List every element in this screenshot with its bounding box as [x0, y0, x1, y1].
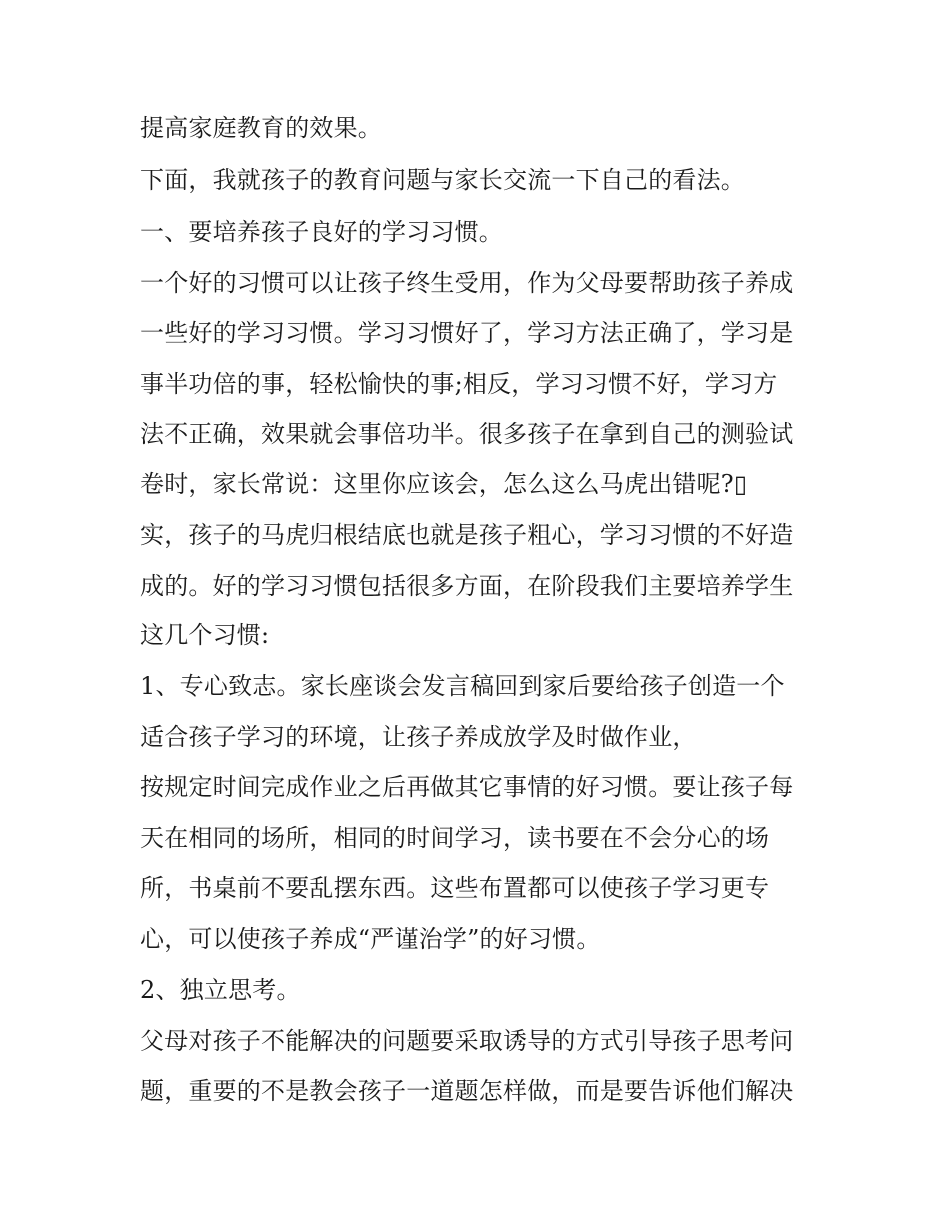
text-line: 一些好的学习习惯。学习习惯好了，学习方法正确了，学习是 [140, 319, 794, 347]
list-item-heading: 1、专心致志。家长座谈会发言稿回到家后要给孩子创造一个 [140, 672, 785, 700]
text-line: 天在相同的场所，相同的时间学习，读书要在不会分心的场 [140, 824, 770, 852]
section-heading: 一、要培养孩子良好的学习习惯。 [140, 218, 503, 246]
text-line: 心，可以使孩子养成“严谨治学”的好习惯。 [140, 925, 601, 953]
text-line: 适合孩子学习的环境，让孩子养成放学及时做作业， [140, 723, 697, 751]
text-line: 这几个习惯: [140, 621, 270, 649]
text-line: 实，孩子的马虎归根结底也就是孩子粗心，学习习惯的不好造 [140, 521, 794, 549]
text-line: 父母对孩子不能解决的问题要采取诱导的方式引导孩子思考问 [140, 1027, 794, 1055]
text-line: 法不正确，效果就会事倍功半。很多孩子在拿到自己的测验试 [140, 420, 794, 448]
text-line: 题，重要的不是教会孩子一道题怎样做，而是要告诉他们解决 [140, 1077, 794, 1105]
text-line: 一个好的习惯可以让孩子终生受用，作为父母要帮助孩子养成 [140, 269, 794, 297]
text-line: 事半功倍的事，轻松愉快的事;相反，学习习惯不好，学习方 [140, 370, 778, 398]
text-line: 卷时，家长常说：这里你应该会，怎么这么马虎出错呢?▯ [140, 470, 748, 498]
text-line: 所，书桌前不要乱摆东西。这些布置都可以使孩子学习更专 [140, 874, 770, 902]
text-line: 提高家庭教育的效果。 [140, 114, 382, 142]
text-line: 下面，我就孩子的教育问题与家长交流一下自己的看法。 [140, 166, 745, 194]
text-line: 成的。好的学习习惯包括很多方面，在阶段我们主要培养学生 [140, 572, 794, 600]
text-line: 按规定时间完成作业之后再做其它事情的好习惯。要让孩子每 [140, 773, 794, 801]
list-item-heading: 2、独立思考。 [140, 976, 301, 1004]
